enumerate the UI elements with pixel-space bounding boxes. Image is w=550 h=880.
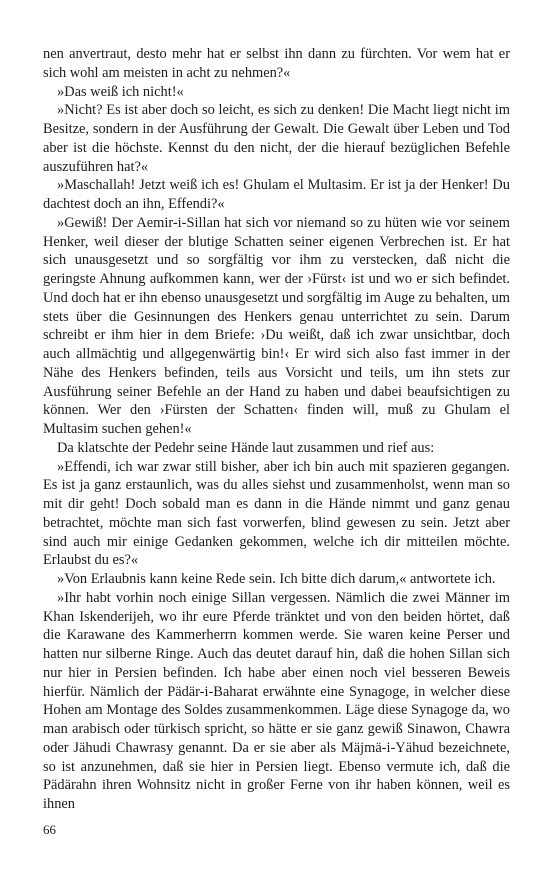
paragraph: »Nicht? Es ist aber doch so leicht, es sich zu denken! Die Macht liegt nicht im Besitze, sondern in der Ausführung der Gewalt. Die Gewalt über Leben und Tod aber ist die höchste. Kennst du den nicht, der die hierauf bezüglichen Befehle auszuführen hat?«	[43, 102, 510, 175]
paragraph-continued: nen anvertraut, desto mehr hat er selbst ihn dann zu fürchten. Vor wem hat er sich wohl am meisten in acht zu nehmen?«	[43, 46, 510, 81]
paragraph: »Effendi, ich war zwar still bisher, aber ich bin auch mit spazieren gegangen. Es ist ja ganz erstaunlich, was du alles siehst und zusammenholst, wenn man so mit dir geht! Doch sobald man es dann in die Hände nimmt und ganz genau betrachtet, möchte man sich fast vorwerfen, blind gewesen zu sein. Jetzt aber sind auch mir einige Gedanken gekommen, welche ich dir mitteilen möchte. Erlaubst du es?«	[43, 458, 510, 569]
paragraph: Da klatschte der Pedehr seine Hände laut zusammen und rief aus:	[57, 439, 435, 456]
paragraph: »Maschallah! Jetzt weiß ich es! Ghulam el Multasim. Er ist ja der Henker! Du dachtest doch an ihn, Effendi?«	[43, 177, 510, 212]
body-text	[43, 45, 510, 814]
page-number: 66	[43, 822, 56, 837]
paragraph: »Das weiß ich nicht!«	[57, 83, 184, 100]
paragraph: »Von Erlaubnis kann keine Rede sein. Ich bitte dich darum,« antwortete ich.	[57, 571, 496, 587]
paragraph: »Ihr habt vorhin noch einige Sillan vergessen. Nämlich die zwei Männer im Khan Iskenderijeh, wo ihr eure Pferde tränktet und von den beiden hörtet, daß die Karawane des Kammerherrn kommen werde. Sie waren keine Perser und hatten nur silberne Ringe. Auch das deutet darauf hin, daß die hohen Sillan sich nur hier in Persien befinden. Ich habe aber einen noch viel besseren Beweis hierfür. Nämlich der Pädär-i-Baharat erwähnte eine Synagoge, in welcher diese Hohen am Montage des Soldes zusammenkommen. Läge diese Synagoge da, wo man arabisch oder türkisch spricht, so hätte er sie ganz gewiß Sinawon, Chawra oder Jähudi Chawrasy genannt. Da er sie aber als Mäjmä-i-Yähud bezeichnete, so ist anzunehmen, daß sie hier in Persien liegt. Ebenso vermute ich, daß die Pädärahn ihren Wohnsitz nicht in großer Ferne von ihr haben können, weil es ihnen	[43, 589, 510, 812]
paragraph: »Gewiß! Der Aemir-i-Sillan hat sich vor niemand so zu hüten wie vor seinem Henker, weil dieser der blutige Schatten seiner eigenen Verbrechen ist. Er hat sich unausgesetzt und so sorgfältig vor ihm zu verstecken, daß nicht die geringste Ahnung aufkommen kann, wer der ›Fürst‹ ist und wo er sich befindet. Und doch hat er ihn ebenso unausgesetzt und sorgfältig im Auge zu behalten, um stets über die Gesinnungen des Henkers genau unterrichtet zu sein. Darum schreibt er ihm hier in dem Briefe: ›Du weißt, daß ich zwar unsichtbar, doch auch allmächtig und allgegenwärtig bin!‹ Er wird sich also fast immer in der Nähe des Henkers befinden, teils aus Vorsicht und teils, um ihn stets zur Ausführung seiner Befehle an der Hand zu haben und dabei beaufsichtigen zu können. Wer den ›Fürsten der Schatten‹ finden will, muß zu Ghulam el Multasim suchen gehen!«	[43, 214, 510, 437]
